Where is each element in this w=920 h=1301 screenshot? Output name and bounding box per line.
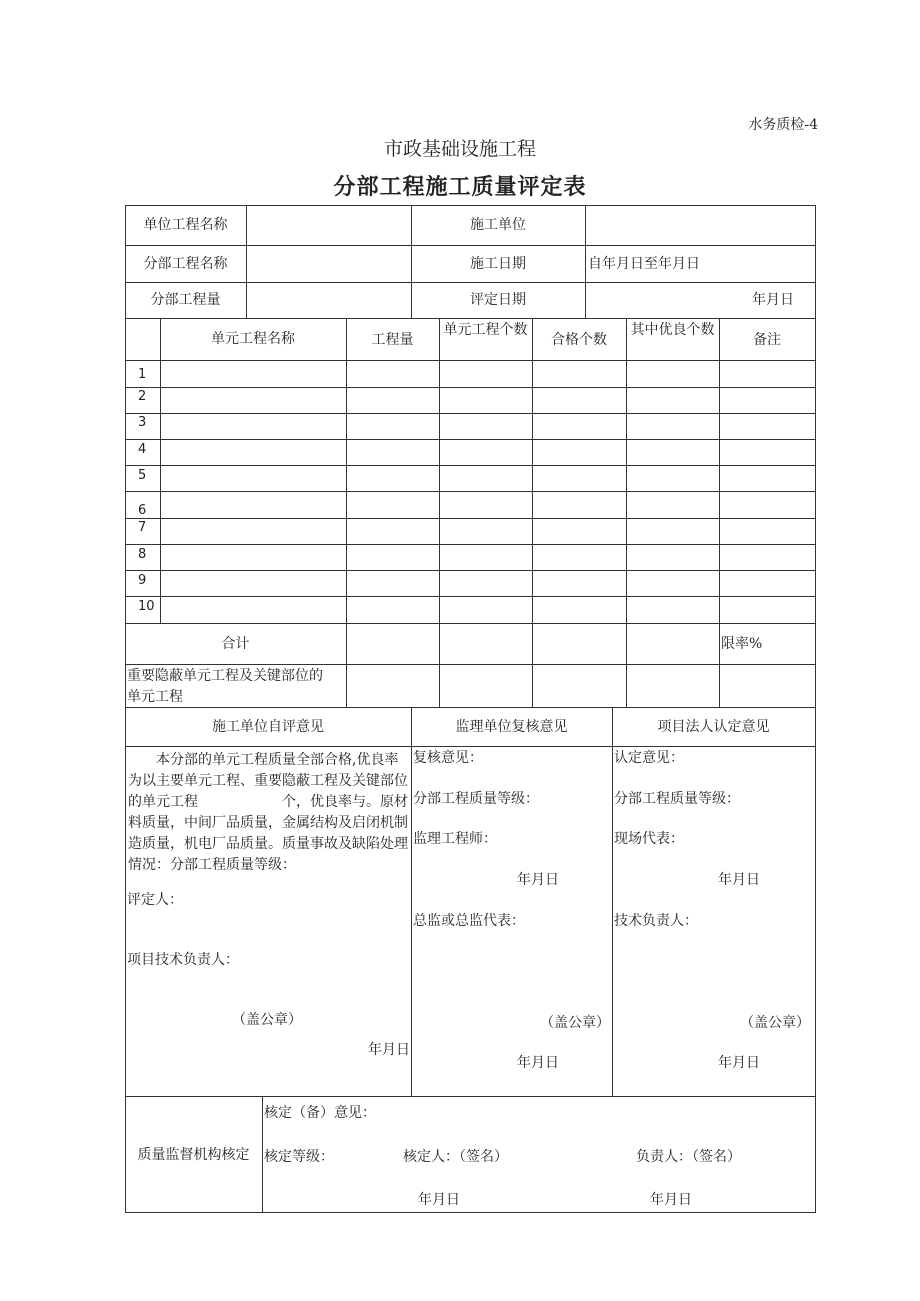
constructor-opinion-header: 施工单位自评意见 — [212, 719, 324, 735]
owner-opinion-header: 项目法人认定意见 — [657, 719, 770, 735]
qs-verifier-label: 核定人：（签名） — [403, 1149, 508, 1165]
col-header-quantity: 工程量 — [371, 332, 414, 348]
evaluator-label: 评定人： — [127, 892, 183, 908]
qs-opinion-label: 核定（备）意见： — [264, 1105, 376, 1121]
row-number: 2 — [138, 389, 147, 404]
sub-project-quantity-label: 分部工程量 — [150, 292, 221, 308]
quality-supervision-label: 质量监督机构核定 — [137, 1147, 250, 1163]
construction-unit-label: 施工单位 — [470, 217, 526, 233]
col-header-unit-count: 单元工程个数 — [443, 322, 528, 338]
col-header-excellent-count: 其中优良个数 — [630, 322, 715, 338]
supervisor-date-1: 年月日 — [517, 872, 559, 888]
row-number: 5 — [138, 468, 147, 483]
construction-date-value: 自年月日至年月日 — [588, 256, 700, 272]
qs-grade-label: 核定等级： — [264, 1149, 334, 1165]
row-number: 7 — [138, 520, 147, 535]
chief-supervisor-label: 总监或总监代表： — [413, 913, 525, 929]
qs-principal-date: 年月日 — [650, 1192, 692, 1208]
constructor-date: 年月日 — [368, 1042, 410, 1058]
col-header-qualified-count: 合格个数 — [551, 332, 607, 348]
qs-principal-label: 负责人：（签名） — [636, 1149, 741, 1165]
owner-seal: （盖公章） — [740, 1015, 810, 1031]
form-subtitle: 市政基础设施工程 — [383, 138, 536, 160]
evaluation-date-value: 年月日 — [752, 292, 794, 308]
row-number: 10 — [138, 599, 155, 614]
constructor-opinion-text: 本分部的单元工程质量全部合格,优良率为以主要单元工程、重要隐蔽工程及关键部位的单元工程 个，优良率与。原材料质量，中间厂品质量，金属结构及启闭机制造质量，机电厂品质量。质量事故及缺陷处理情况：分部工程质量等级： — [128, 752, 408, 873]
tech-lead-label: 项目技术负责人： — [127, 952, 239, 968]
supervisor-quality-grade-label: 分部工程质量等级： — [413, 791, 539, 807]
row-number: 4 — [138, 442, 147, 457]
confirm-opinion-label: 认定意见： — [614, 750, 684, 766]
qs-verifier-date: 年月日 — [418, 1192, 460, 1208]
site-rep-label: 现场代表： — [614, 831, 684, 847]
tech-principal-label: 技术负责人： — [614, 913, 698, 929]
supervisor-opinion-header: 监理单位复核意见 — [455, 719, 568, 735]
form-title: 分部工程施工质量评定表 — [333, 175, 587, 200]
rate-label: 限率% — [721, 636, 763, 652]
unit-project-name-label: 单位工程名称 — [143, 217, 228, 233]
owner-quality-grade-label: 分部工程质量等级： — [614, 791, 740, 807]
supervisor-engineer-label: 监理工程师： — [413, 831, 497, 847]
supervisor-date-2: 年月日 — [517, 1055, 559, 1071]
construction-date-label: 施工日期 — [470, 256, 526, 272]
col-header-unit-name: 单元工程名称 — [211, 331, 295, 347]
col-header-remark: 备注 — [753, 332, 781, 348]
row-number: 8 — [138, 547, 147, 562]
supervisor-seal: （盖公章） — [540, 1015, 610, 1031]
owner-date-2: 年月日 — [718, 1055, 760, 1071]
form-code: 水务质检-4 — [748, 117, 818, 133]
key-units-label-line1: 重要隐蔽单元工程及关键部位的 — [127, 668, 323, 684]
row-number: 9 — [138, 573, 147, 588]
key-units-label-line2: 单元工程 — [127, 689, 183, 705]
constructor-seal: （盖公章） — [232, 1012, 302, 1028]
row-number: 3 — [138, 415, 147, 430]
total-label: 合计 — [221, 636, 250, 652]
sub-project-name-label: 分部工程名称 — [143, 256, 228, 272]
row-number: 1 — [138, 367, 147, 382]
owner-date-1: 年月日 — [718, 872, 760, 888]
evaluation-date-label: 评定日期 — [470, 292, 526, 308]
row-number: 6 — [138, 503, 147, 518]
review-opinion-label: 复核意见： — [413, 750, 483, 766]
